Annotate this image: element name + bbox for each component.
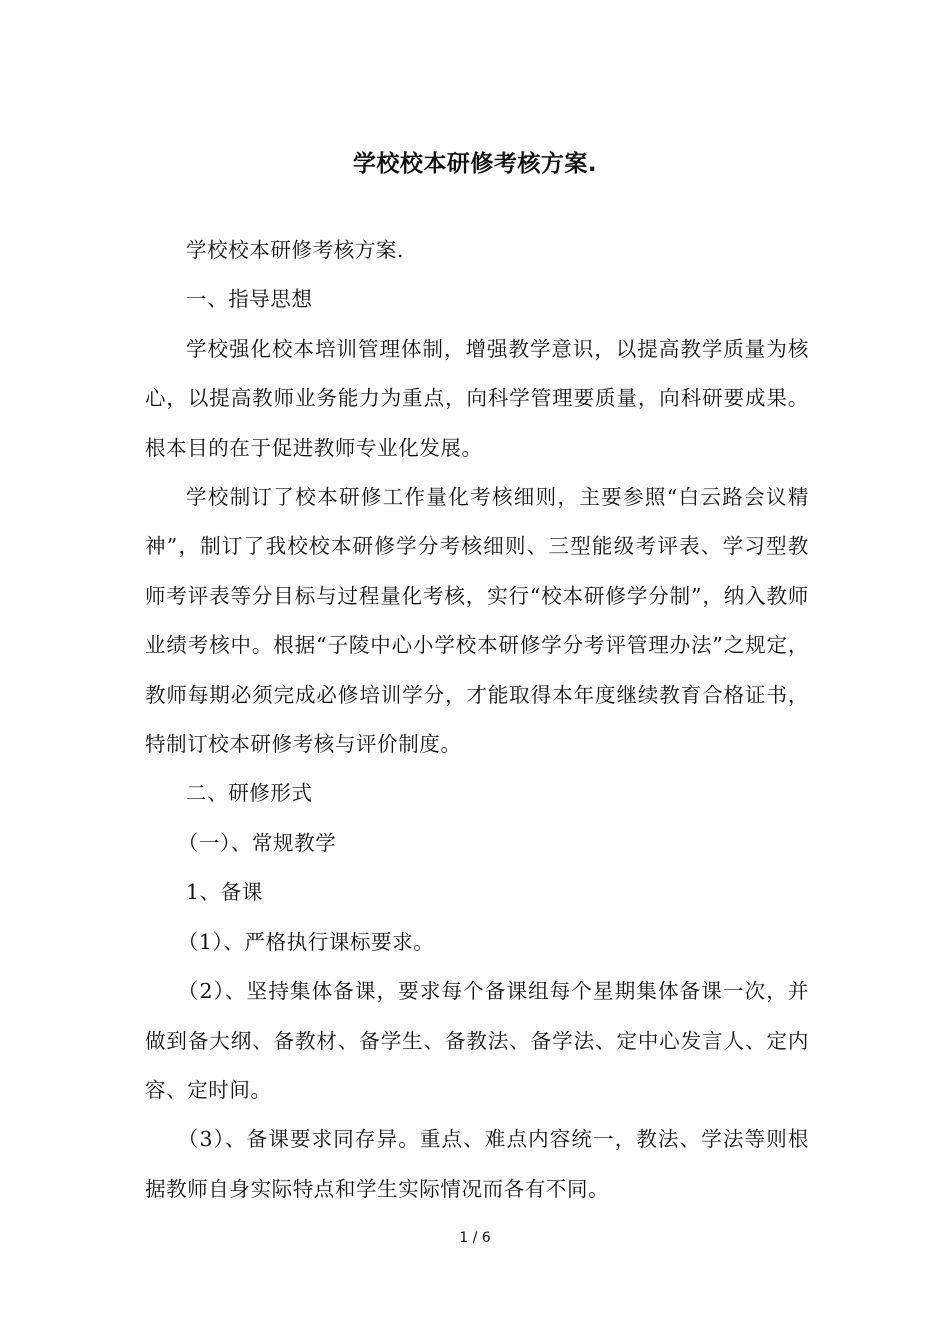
paragraph-heading-repeat: 学校校本研修考核方案. (186, 238, 405, 262)
section-heading-training-forms: 二、研修形式 (186, 781, 313, 806)
paragraph-assessment-rules: 学校制订了校本研修工作量化考核细则，主要参照“白云路会议精神”，制订了我校校本研修学分考核细则、三型能级考评表、学习型教师考评表等分目标与过程量化考核，实行“校本研修学分制”，纳入教师业绩考核中。根据“子陵中心小学校本研修学分考评管理办法”之规定，教师每期必须完成必修培训学分，才能取得本年度继续教育合格证书，特制订校本研修考核与评价制度。 (145, 485, 809, 757)
section-heading-guiding-ideology: 一、指导思想 (186, 287, 313, 312)
list-item-3: （3）、备课要求同存异。重点、难点内容统一，教法、学法等则根据教师自身实际特点和学生实际情况而各有不同。 (145, 1127, 809, 1201)
list-item-2: （2）、坚持集体备课，要求每个备课组每个星期集体备课一次，并做到备大纲、备教材、备学生、备教法、备学法、定中心发言人、定内容、定时间。 (145, 979, 809, 1102)
page-number: 1 / 6 (459, 1230, 491, 1246)
document-body (145, 226, 809, 1214)
list-item-1: （1）、严格执行课标要求。 (177, 929, 435, 954)
document-title: 学校校本研修考核方案. (352, 151, 598, 177)
paragraph-guiding-ideology: 学校强化校本培训管理体制，增强教学意识，以提高教学质量为核心，以提高教师业务能力为重点，向科学管理要质量，向科研要成果。根本目的在于促进教师专业化发展。 (145, 336, 809, 460)
item-heading-lesson-prep: 1、备课 (186, 880, 263, 905)
subsection-heading-routine-teaching: （一）、常规教学 (177, 830, 337, 855)
